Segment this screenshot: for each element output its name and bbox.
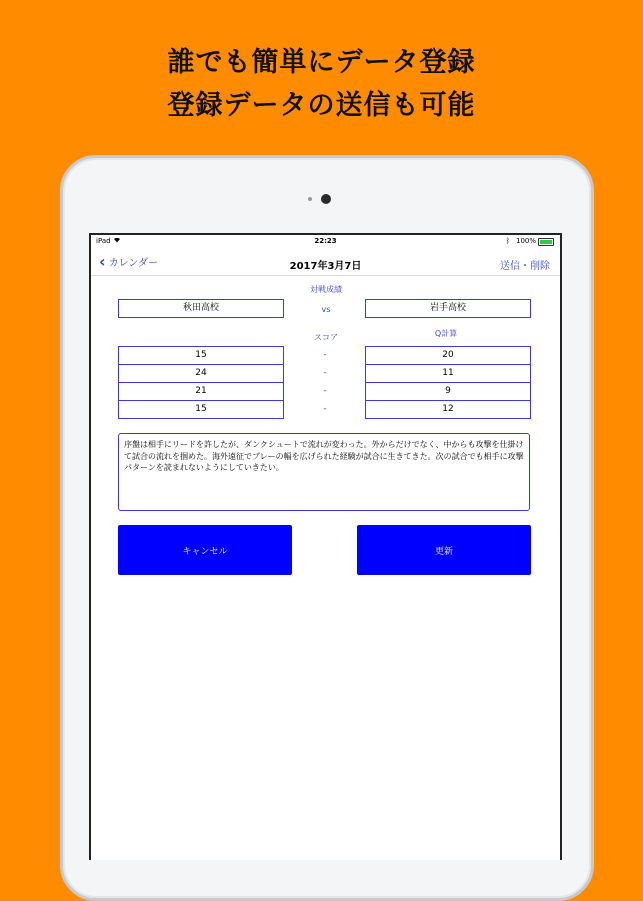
home-score-q2[interactable]: 24 — [118, 364, 284, 383]
status-time: 22:23 — [314, 237, 337, 245]
score-separator: - — [323, 404, 327, 414]
status-bar — [91, 235, 560, 249]
back-label: カレンダー — [108, 258, 158, 269]
battery-icon — [538, 238, 554, 246]
section-title: 対戦成績 — [310, 285, 342, 294]
home-team-field[interactable]: 秋田高校 — [118, 299, 284, 318]
promo-line-1: 誰でも簡単にデータ登録 — [167, 47, 476, 78]
away-team-field[interactable]: 岩手高校 — [365, 299, 531, 318]
app-screen — [89, 233, 562, 860]
away-score-q2[interactable]: 11 — [365, 364, 531, 383]
score-separator: - — [323, 350, 327, 360]
home-score-q3[interactable]: 21 — [118, 382, 284, 401]
battery-percent: 100% — [515, 237, 536, 245]
sensor-dot — [308, 197, 312, 201]
home-score-q1[interactable]: 15 — [118, 346, 284, 365]
page-title: 2017年3月7日 — [289, 261, 362, 272]
score-label: スコア — [314, 333, 338, 342]
promo-line-2: 登録データの送信も可能 — [167, 90, 476, 121]
cancel-button[interactable]: キャンセル — [118, 525, 292, 575]
q-calc-label[interactable]: Q計算 — [434, 329, 458, 338]
send-delete-button[interactable]: 送信・削除 — [500, 261, 550, 272]
home-score-q4[interactable]: 15 — [118, 400, 284, 419]
score-separator: - — [323, 386, 327, 396]
carrier-label: iPad — [96, 237, 111, 245]
away-score-q1[interactable]: 20 — [365, 346, 531, 365]
score-separator: - — [323, 368, 327, 378]
away-score-q4[interactable]: 12 — [365, 400, 531, 419]
update-button[interactable]: 更新 — [357, 525, 531, 575]
navigation-bar — [91, 249, 560, 276]
chevron-left-icon: ‹ — [99, 251, 106, 271]
memo-textarea[interactable]: 序盤は相手にリードを許したが、ダンクシュートで流れが変わった。外からだけでなく、中からも攻撃を仕掛けて試合の流れを掴めた。海外遠征でプレーの幅を広げられた経験が試合に生きてきた。次の試合でも相手に攻撃パターンを読まれないようにしていきたい。 — [118, 433, 530, 511]
bluetooth-icon: ᛒ — [505, 237, 510, 245]
vs-label: vs — [321, 305, 331, 314]
camera-icon — [321, 194, 331, 204]
away-score-q3[interactable]: 9 — [365, 382, 531, 401]
